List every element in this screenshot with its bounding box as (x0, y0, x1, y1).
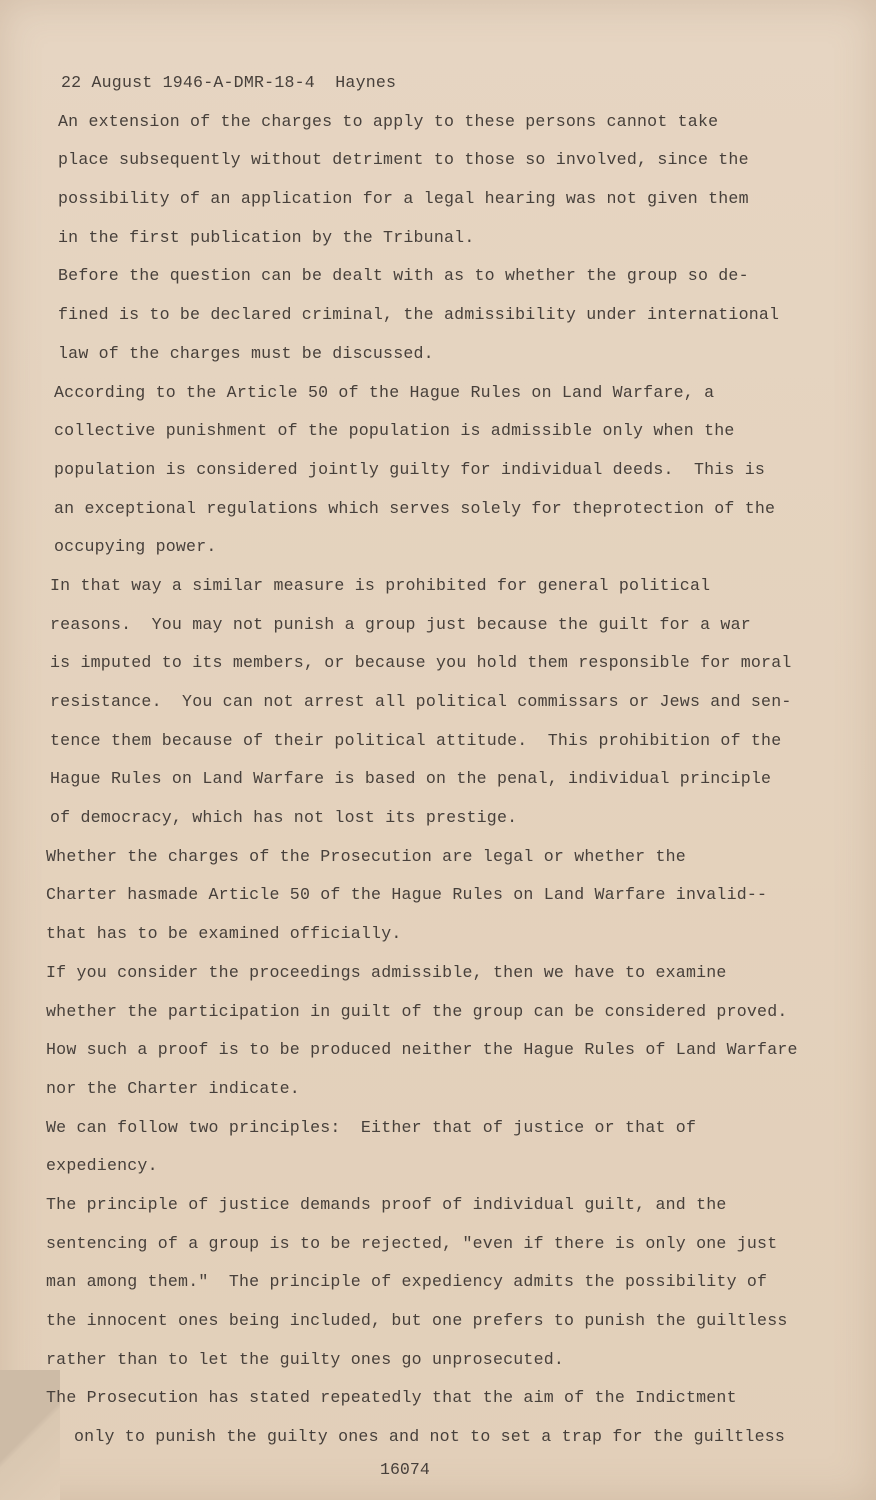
text-line: Charter hasmade Article 50 of the Hague Rules on Land Warfare invalid-- (46, 885, 768, 905)
text-line: An extension of the charges to apply to these persons cannot take (58, 111, 719, 131)
page-number: 16074 (380, 1460, 430, 1479)
text-line: only to punish the guilty ones and not to set a trap for the guiltless (74, 1427, 786, 1447)
text-line: sentencing of a group is to be rejected, "even if there is only one just (46, 1233, 778, 1253)
text-line: collective punishment of the population is admissible only when the (54, 421, 735, 441)
text-line: possibility of an application for a legal hearing was not given them (58, 189, 749, 209)
text-line: In that way a similar measure is prohibited for general political (50, 575, 711, 595)
text-line: tence them because of their political attitude. This prohibition of the (50, 730, 782, 750)
text-line: How such a proof is to be produced neither the Hague Rules of Land Warfare (46, 1040, 798, 1060)
text-line: Before the question can be dealt with as to whether the group so de- (58, 266, 749, 286)
text-line: Hague Rules on Land Warfare is based on the penal, individual principle (50, 769, 772, 789)
text-line: Whether the charges of the Prosecution are legal or whether the (46, 846, 686, 866)
text-line: occupying power. (54, 537, 217, 557)
text-line: rather than to let the guilty ones go unprosecuted. (46, 1349, 565, 1369)
document-body (46, 64, 798, 1457)
text-line: reasons. You may not punish a group just because the guilt for a war (50, 614, 751, 634)
text-line: population is considered jointly guilty for individual deeds. This is (54, 459, 766, 479)
text-line: in the first publication by the Tribunal. (58, 227, 475, 247)
text-line: resistance. You can not arrest all political commissars or Jews and sen- (50, 692, 792, 711)
text-line: fined is to be declared criminal, the admissibility under international (58, 305, 780, 325)
text-line: of democracy, which has not lost its prestige. (50, 808, 518, 828)
text-line: The principle of justice demands proof of individual guilt, and the (46, 1194, 727, 1214)
text-line: nor the Charter indicate. (46, 1078, 300, 1098)
document-header: 22 August 1946-A-DMR-18-4 Haynes (61, 73, 397, 92)
text-line: the innocent ones being included, but one prefers to punish the guiltless (46, 1311, 788, 1330)
text-line: whether the participation in guilt of the group can be considered proved. (46, 1001, 788, 1021)
text-line: expediency. (46, 1156, 158, 1176)
text-line: that has to be examined officially. (46, 924, 402, 944)
text-line: is imputed to its members, or because you hold them responsible for moral (50, 653, 792, 673)
text-line: law of the charges must be discussed. (58, 343, 434, 363)
text-line: The Prosecution has stated repeatedly that the aim of the Indictment (46, 1388, 737, 1408)
text-line: man among them." The principle of expediency admits the possibility of (46, 1272, 768, 1292)
text-line: We can follow two principles: Either that of justice or that of (46, 1117, 697, 1137)
text-line: According to the Article 50 of the Hague Rules on Land Warfare, a (54, 382, 715, 402)
text-line: place subsequently without detriment to those so involved, since the (58, 150, 749, 170)
text-line: If you consider the proceedings admissible, then we have to examine (46, 962, 727, 982)
text-line: an exceptional regulations which serves solely for theprotection of the (54, 498, 776, 518)
